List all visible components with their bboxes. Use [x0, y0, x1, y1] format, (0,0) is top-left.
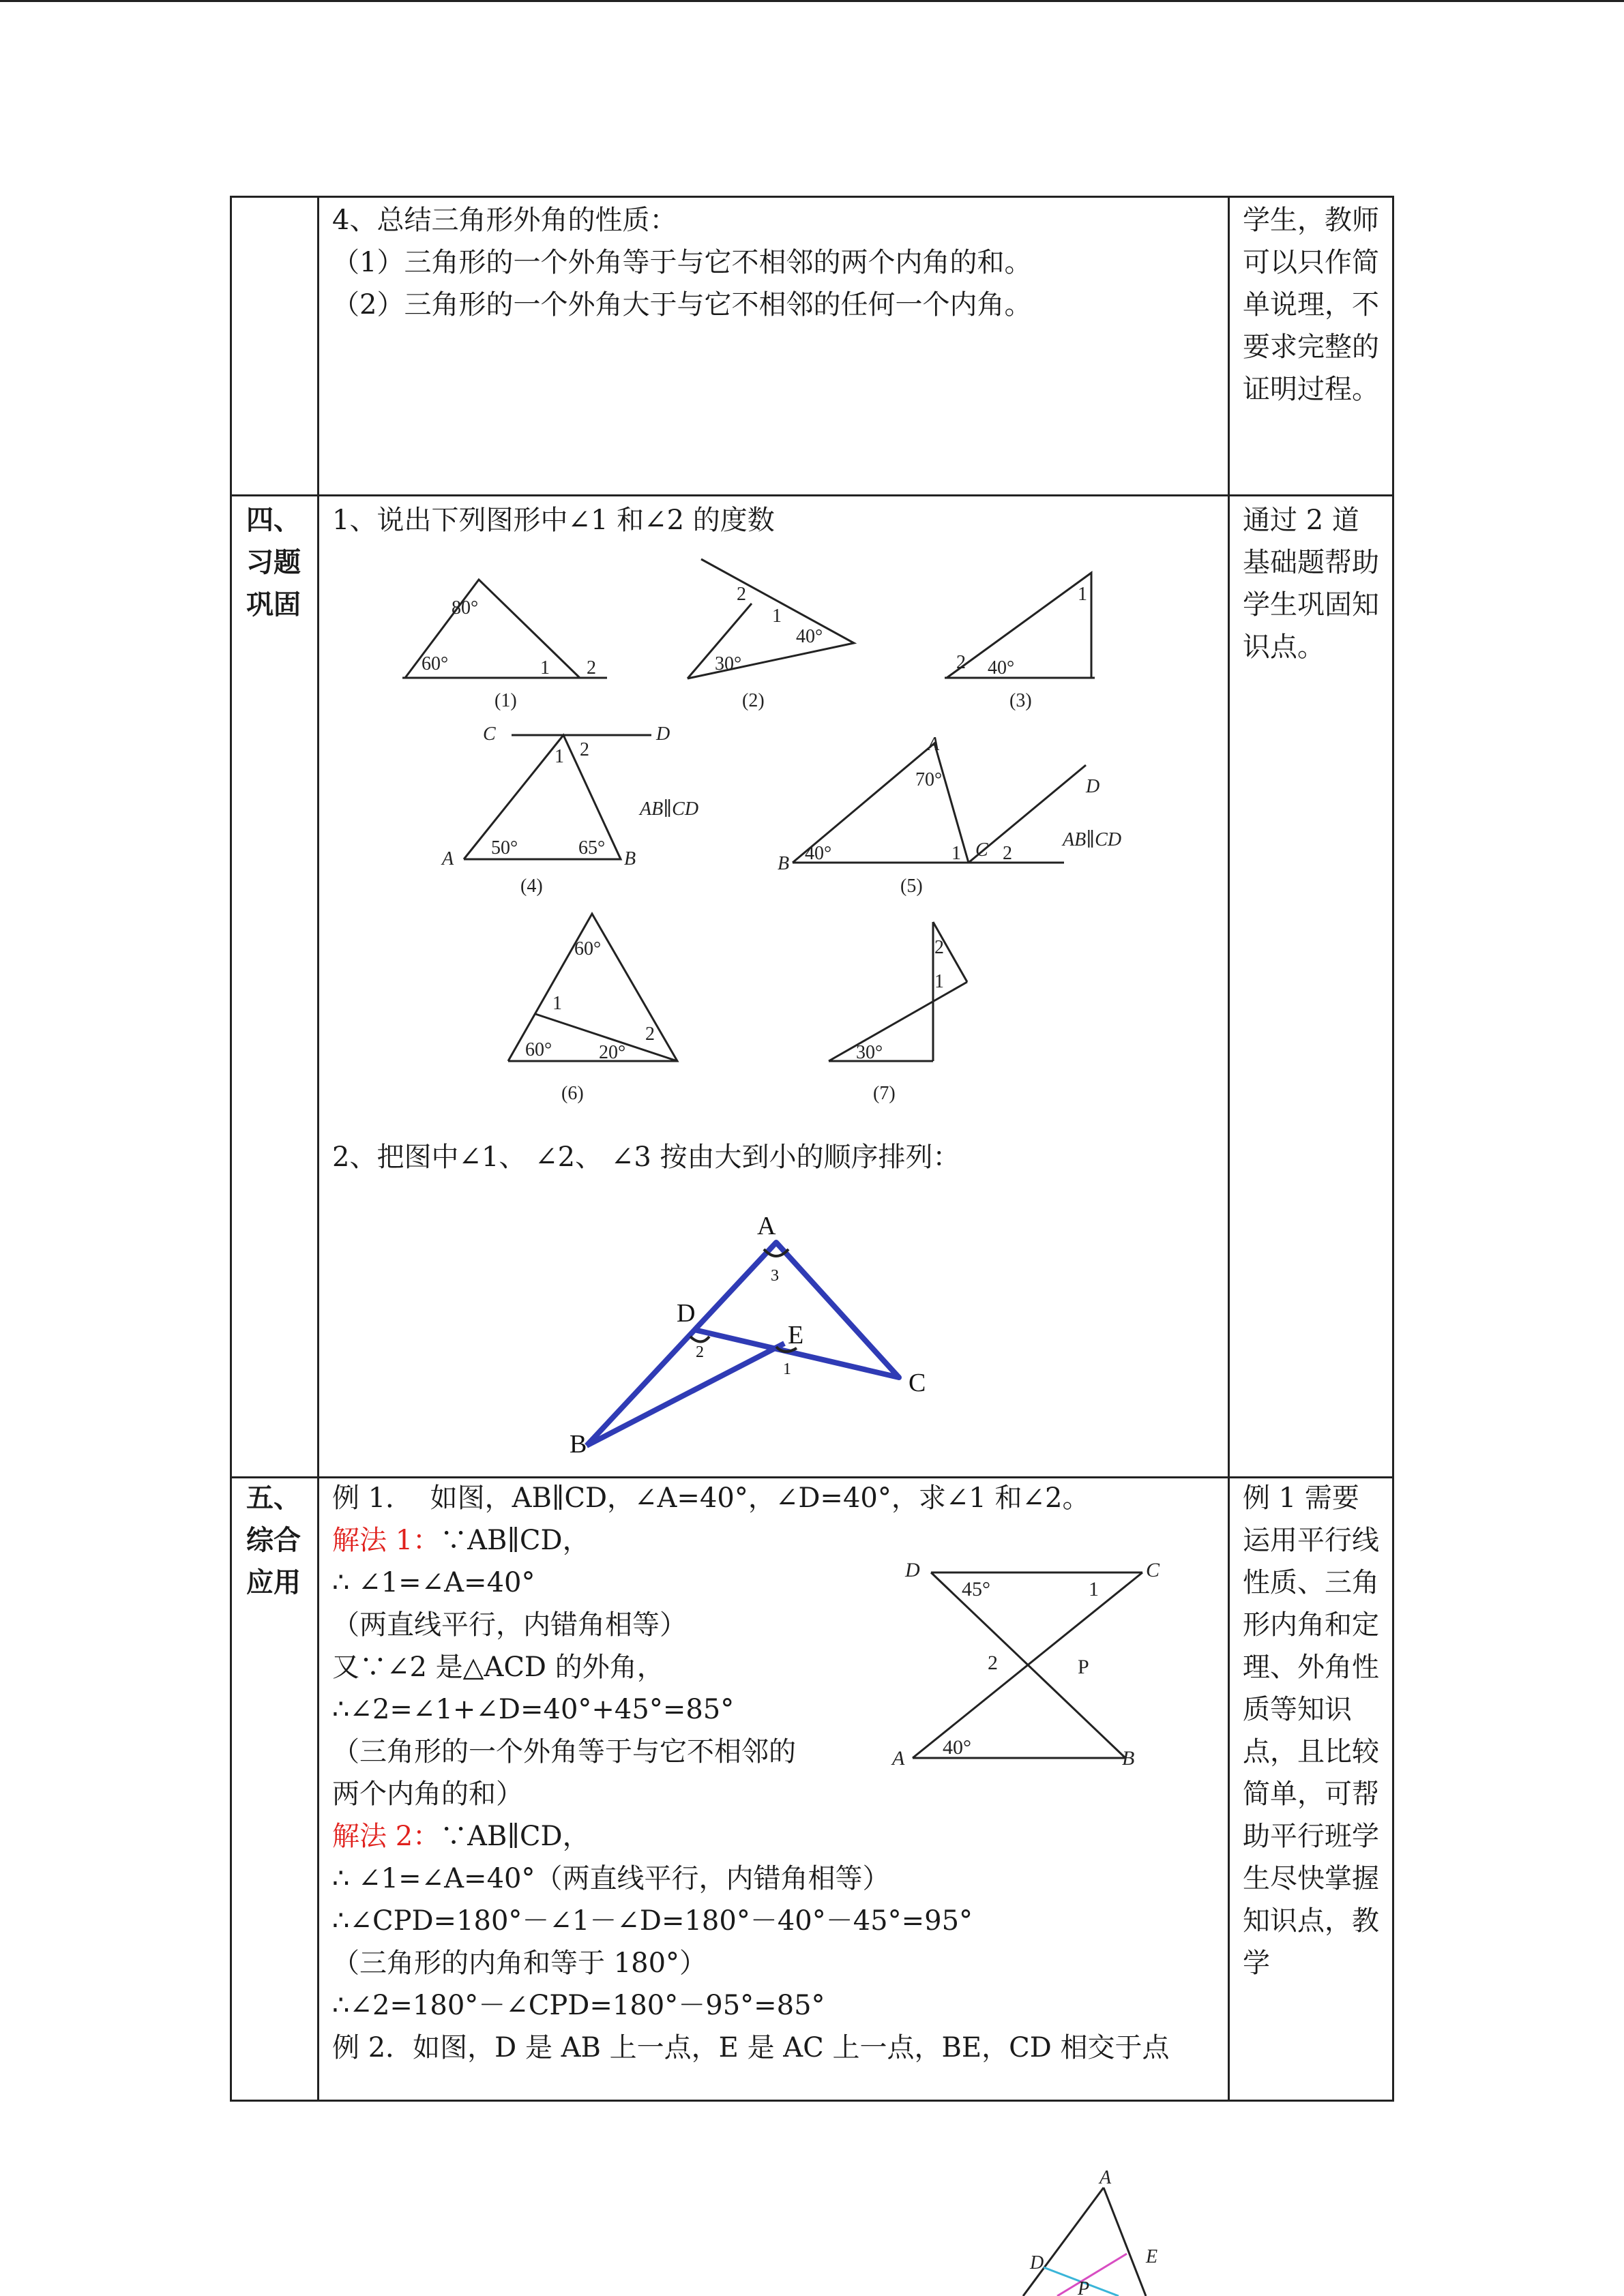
- row3-note: 例 1 需要运用平行线性质、三角形内角和定理、外角性质等知识点，且比较简单，可帮助平行班学生尽快掌握知识点，教学: [1243, 1482, 1379, 1979]
- f4-parallel: AB∥CD: [640, 799, 699, 820]
- exercise-1-figures: [327, 546, 1214, 1125]
- f4-angle-b: 65°: [578, 837, 606, 859]
- section-4-line-1: 四、: [246, 504, 301, 536]
- solution-1-line-6: （三角形的一个外角等于与它不相邻的: [332, 1736, 796, 1768]
- row1-property-2: （2）三角形的一个外角大于与它不相邻的任何一个内角。: [332, 289, 1032, 320]
- solution-1-line-4: 又∵∠2 是△ACD 的外角，: [332, 1652, 664, 1683]
- solution-1-label: 解法 1：: [332, 1525, 441, 1556]
- f4-point-d: D: [656, 724, 670, 745]
- ex1-label-2: 2: [988, 1652, 998, 1674]
- f5-label-1: 1: [951, 843, 961, 864]
- f4-label-1: 1: [555, 746, 564, 767]
- f2-angle-a: 30°: [715, 653, 742, 674]
- f6-label-2: 2: [645, 1024, 655, 1045]
- f4-point-a: A: [442, 848, 454, 869]
- f3-label-2: 2: [956, 652, 966, 673]
- solution-2-first-line: 解法 2：∵AB∥CD，: [332, 1821, 590, 1852]
- row1-heading: 4、总结三角形外角的性质：: [332, 205, 677, 236]
- f1-caption: (1): [494, 690, 517, 711]
- f6-angle-a: 60°: [574, 938, 602, 959]
- f3-angle-a: 40°: [988, 657, 1015, 679]
- f5-point-b: B: [778, 853, 790, 874]
- example-1-question: 例 1． 如图，AB∥CD，∠A=40°，∠D=40°，求∠1 和∠2。: [332, 1482, 1090, 1514]
- f4-angle-a: 50°: [491, 837, 518, 859]
- solution-2-line-4: （三角形的内角和等于 180°）: [332, 1948, 707, 1979]
- exercise-2-prompt: 2、把图中∠1、 ∠2、 ∠3 按由大到小的顺序排列：: [332, 1142, 960, 1173]
- f5-point-a: A: [928, 734, 940, 755]
- tri-point-a: A: [757, 1212, 776, 1240]
- f5-point-d: D: [1086, 776, 1100, 797]
- example-1-figure: [880, 1548, 1187, 1787]
- ex1-angle-d: 45°: [962, 1578, 990, 1600]
- ex2-point-e: E: [1146, 2246, 1158, 2267]
- tri-point-b: B: [570, 1430, 587, 1459]
- f4-point-b: B: [624, 848, 636, 869]
- f5-point-c: C: [975, 839, 988, 861]
- ex1-point-d: D: [905, 1559, 920, 1581]
- ex2-point-p: P: [1078, 2278, 1090, 2296]
- example-2-question: 例 2．如图，D 是 AB 上一点，E 是 AC 上一点，BE，CD 相交于点: [332, 2032, 1170, 2063]
- tri-angle-1: 1: [783, 1360, 791, 1378]
- tri-angle-3: 3: [771, 1267, 779, 1285]
- f7-angle-a: 30°: [856, 1042, 883, 1063]
- f1-angle-a: 80°: [452, 597, 479, 618]
- tri-point-e: E: [788, 1321, 804, 1350]
- f1-angle-b: 60°: [422, 653, 449, 674]
- f3-caption: (3): [1009, 690, 1032, 711]
- f4-caption: (4): [520, 876, 543, 897]
- f7-caption: (7): [873, 1083, 896, 1104]
- f4-label-2: 2: [580, 739, 589, 760]
- f2-caption: (2): [742, 690, 765, 711]
- solution-1-line-7: 两个内角的和）: [332, 1778, 523, 1810]
- solution-1-line-3: （两直线平行，内错角相等）: [332, 1609, 687, 1641]
- f3-label-1: 1: [1078, 584, 1087, 605]
- solution-1-line-2: ∴ ∠1=∠A=40°: [332, 1567, 535, 1598]
- ex1-angle-a: 40°: [943, 1736, 971, 1759]
- solution-2-line-2: ∴ ∠1=∠A=40°（两直线平行，内错角相等）: [332, 1863, 890, 1894]
- row1-property-1: （1）三角形的一个外角等于与它不相邻的两个内角的和。: [332, 247, 1032, 278]
- ex1-point-p: P: [1078, 1656, 1089, 1678]
- ex1-point-c: C: [1146, 1559, 1160, 1581]
- tri-angle-2: 2: [696, 1343, 704, 1361]
- section-5-line-1: 五、: [246, 1482, 301, 1514]
- f1-label-1: 1: [540, 657, 550, 679]
- solution-2-label: 解法 2：: [332, 1821, 441, 1852]
- row1-note: 学生，教师可以只作简单说理，不要求完整的证明过程。: [1243, 205, 1379, 405]
- tri-point-c: C: [909, 1369, 926, 1397]
- solution-1-first-line: 解法 1：∵AB∥CD，: [332, 1525, 590, 1556]
- f6-label-1: 1: [552, 993, 562, 1014]
- exercise-2-triangle: [559, 1207, 969, 1466]
- section-5-line-3: 应用: [246, 1566, 301, 1598]
- solution-2-line-3: ∴∠CPD=180°－∠1－∠D=180°－40°－45°=95°: [332, 1905, 973, 1937]
- section-4-line-3: 巩固: [246, 588, 301, 621]
- exercise-1-prompt: 1、说出下列图形中∠1 和∠2 的度数: [332, 505, 775, 536]
- f2-label-1: 1: [772, 606, 782, 627]
- f7-label-1: 1: [934, 971, 944, 992]
- f6-caption: (6): [561, 1083, 584, 1104]
- f5-caption: (5): [900, 876, 923, 897]
- f5-angle-a: 70°: [915, 769, 943, 790]
- solution-2-line-5: ∴∠2=180°－∠CPD=180°－95°=85°: [332, 1990, 825, 2021]
- tri-point-d: D: [677, 1299, 696, 1328]
- ex1-label-1: 1: [1089, 1578, 1099, 1600]
- f7-label-2: 2: [934, 937, 944, 958]
- ex2-point-a: A: [1099, 2168, 1112, 2188]
- section-5-line-2: 综合: [246, 1524, 301, 1556]
- ex1-point-b: B: [1122, 1747, 1135, 1770]
- row2-note: 通过 2 道基础题帮助学生巩固知识点。: [1243, 505, 1379, 663]
- f5-parallel: AB∥CD: [1063, 829, 1122, 850]
- solution-1-line-5: ∴∠2=∠1+∠D=40°+45°=85°: [332, 1694, 735, 1725]
- page-top-border: [0, 0, 1624, 2]
- f5-angle-b: 40°: [805, 843, 832, 864]
- f2-label-2: 2: [737, 584, 746, 605]
- f6-angle-b: 60°: [525, 1039, 552, 1060]
- ex2-point-d: D: [1030, 2252, 1044, 2273]
- f5-label-2: 2: [1003, 843, 1012, 864]
- f1-label-2: 2: [587, 657, 596, 679]
- example-2-figure-partial: [1009, 2168, 1187, 2296]
- f6-angle-c: 20°: [599, 1042, 626, 1063]
- f2-angle-b: 40°: [796, 626, 823, 647]
- section-4-line-2: 习题: [246, 546, 301, 578]
- f4-point-c: C: [483, 724, 496, 745]
- ex1-point-a: A: [892, 1747, 905, 1770]
